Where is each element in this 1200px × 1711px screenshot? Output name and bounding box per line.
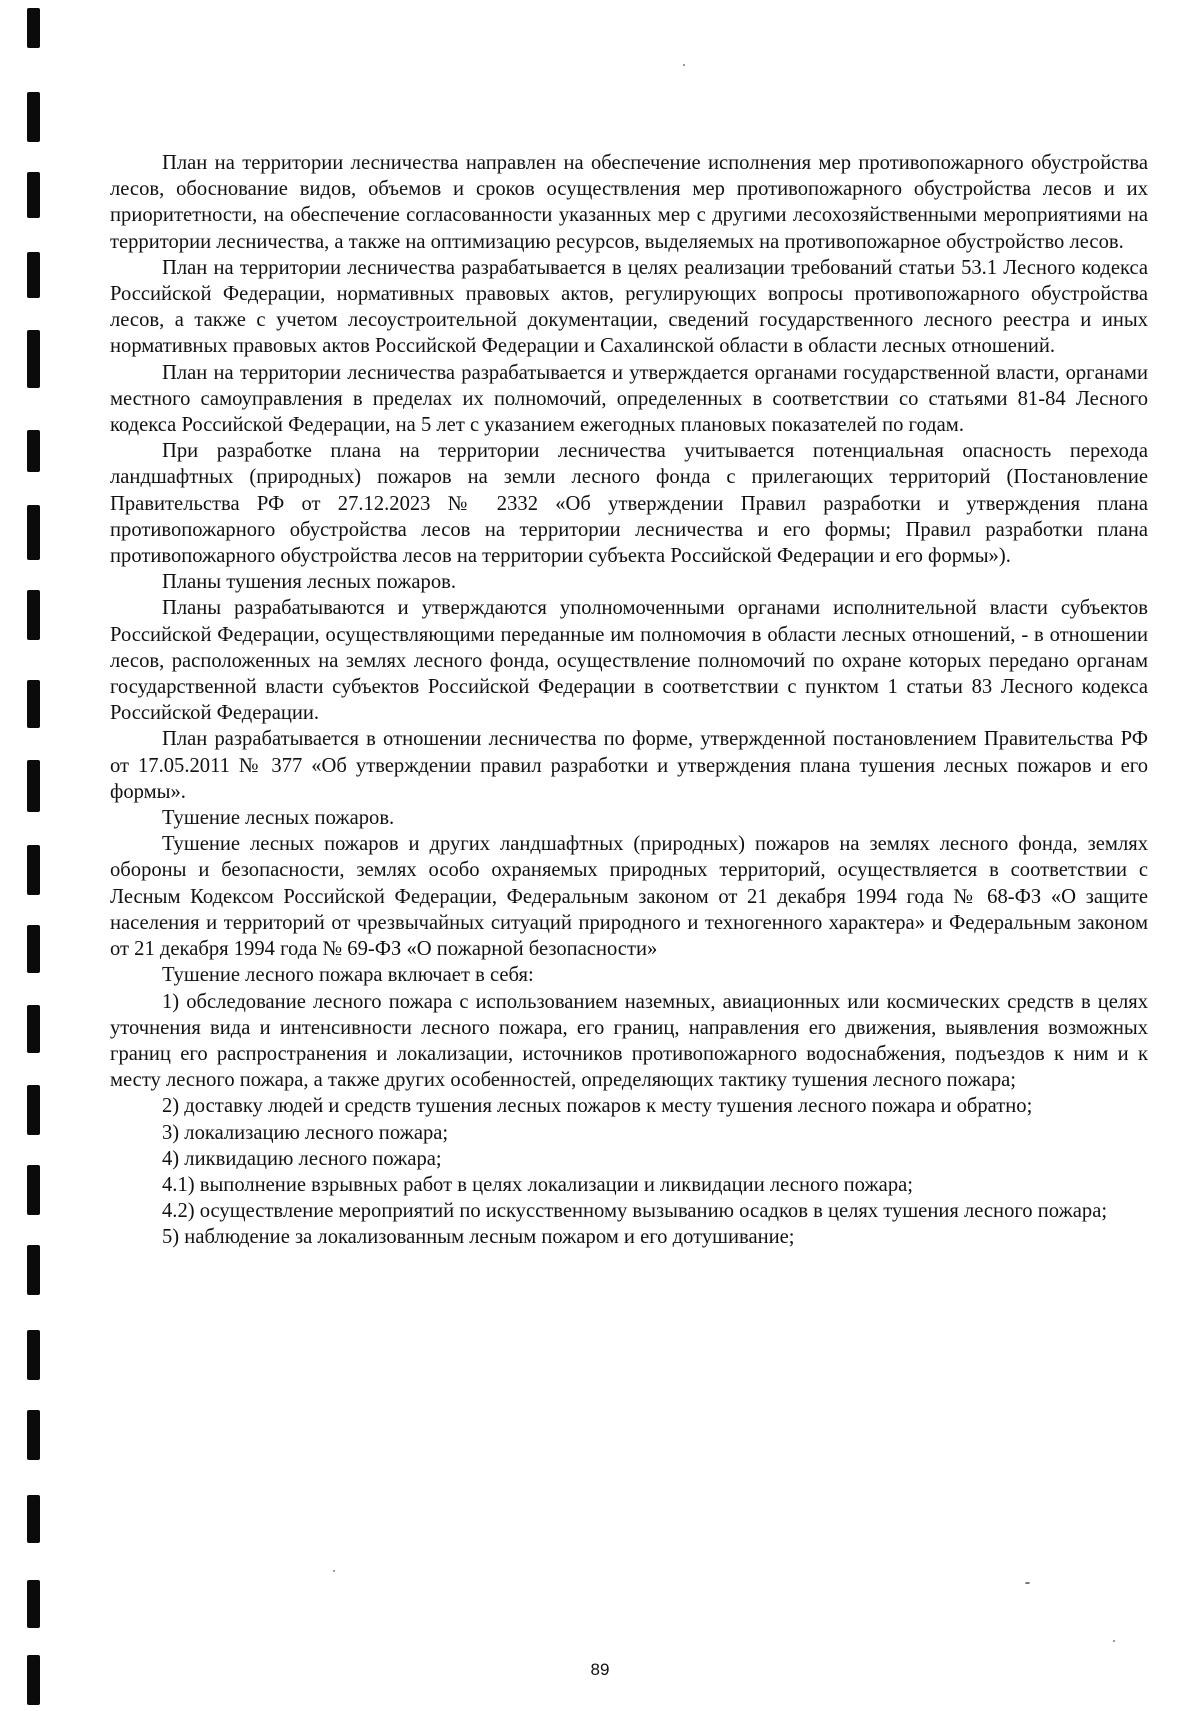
binding-hole: [27, 92, 40, 142]
paragraph: Тушение лесного пожара включает в себя:: [162, 964, 534, 987]
list-item: 4) ликвидацию лесного пожара;: [162, 1147, 442, 1170]
scan-speck: [333, 1570, 335, 1572]
binding-hole: [27, 505, 40, 560]
binding-hole: [27, 1245, 40, 1295]
section-heading: Планы тушения лесных пожаров.: [162, 571, 456, 594]
binding-hole: [27, 680, 40, 728]
paragraph: План на территории лесничества направлен на обеспечение исполнения мер противопожарного обустройства лесов, обоснование видов, объемов и сроков осуществления мер противопожарного обустройства лесов и их приоритетности, на обеспечение согласованности указанных мер с другими лесохозяйственными мероприятиями на территории лесничества, а также на оптимизацию ресурсов, выделяемых на противопожарное обустройство лесов.: [110, 152, 1148, 253]
list-item: 4.1) выполнение взрывных работ в целях локализации и ликвидации лесного пожара;: [162, 1173, 913, 1196]
binding-hole: [27, 1330, 40, 1380]
scan-speck: [683, 64, 685, 66]
document-body: [110, 150, 1148, 1251]
paragraph: План на территории лесничества разрабатывается и утверждается органами государственной власти, органами местного самоуправления в пределах их полномочий, определенных в соответствии со статьями 81-84 Лесного кодекса Российской Федерации, на 5 лет с указанием ежегодных плановых показателей по годам.: [110, 361, 1148, 437]
binding-hole: [27, 760, 40, 812]
list-item: 1) обследование лесного пожара с использованием наземных, авиационных или космических средств в целях уточнения вида и интенсивности лесного пожара, его границ, направления его движения, выявления возможных границ его распространения и локализации, источников противопожарного водоснабжения, подъездов к ним и к месту лесного пожара, а также других особенностей, определяющих тактику тушения лесного пожара;: [110, 990, 1148, 1092]
binding-hole: [27, 1085, 40, 1135]
list-item: 2) доставку людей и средств тушения лесных пожаров к месту тушения лесного пожара и обратно;: [162, 1095, 1033, 1118]
list-item: 4.2) осуществление мероприятий по искусственному вызыванию осадков в целях тушения лесного пожара;: [162, 1200, 1108, 1223]
binding-hole: [27, 1495, 40, 1543]
binding-hole: [27, 1580, 40, 1628]
binding-hole: [27, 1005, 40, 1053]
binding-hole: [27, 925, 40, 973]
binding-holes: [27, 0, 41, 1711]
paragraph: План на территории лесничества разрабатывается в целях реализации требований статьи 53.1 Лесного кодекса Российской Федерации, нормативных правовых актов, регулирующих вопросы противопожарного обустройства лесов, а также с учетом лесоустроительной документации, сведений государственного лесного реестра и иных нормативных правовых актов Российской Федерации и Сахалинской области в области лесных отношений.: [110, 256, 1148, 358]
binding-hole: [27, 590, 40, 640]
scan-speck: [1113, 1640, 1115, 1642]
binding-hole: [27, 845, 40, 895]
binding-hole: [27, 1165, 40, 1215]
binding-hole: [27, 172, 40, 218]
binding-hole: [27, 430, 40, 472]
binding-hole: [27, 8, 40, 48]
list-item: 5) наблюдение за локализованным лесным пожаром и его дотушивание;: [162, 1226, 795, 1249]
section-heading: Тушение лесных пожаров.: [162, 807, 395, 830]
binding-hole: [27, 252, 40, 298]
paragraph: При разработке плана на территории лесничества учитывается потенциальная опасность перехода ландшафтных (природных) пожаров на земли лесного фонда с прилегающих территорий (Постановление Правительства РФ от 27.12.2023 № 2332 «Об утверждении Правил разработки и утверждения плана противопожарного обустройства лесов на территории лесничества и его формы; Правил разработки плана противопожарного обустройства лесов на территории субъекта Российской Федерации и его формы»).: [110, 440, 1148, 568]
scan-speck: [1025, 1582, 1030, 1584]
binding-hole: [27, 330, 40, 388]
paragraph: Тушение лесных пожаров и других ландшафтных (природных) пожаров на землях лесного фонда, землях обороны и безопасности, землях особо охраняемых природных территорий, осуществляется в соответствии с Лесным Кодексом Российской Федерации, Федеральным законом от 21 декабря 1994 года № 68-ФЗ «О защите населения и территорий от чрезвычайных ситуаций природного и техногенного характера» и Федеральным законом от 21 декабря 1994 года № 69-ФЗ «О пожарной безопасности»: [110, 833, 1148, 961]
binding-hole: [27, 1410, 40, 1460]
list-item: 3) локализацию лесного пожара;: [162, 1121, 449, 1144]
paragraph: План разрабатывается в отношении лесничества по форме, утвержденной постановлением Правительства РФ от 17.05.2011 № 377 «Об утверждении правил разработки и утверждения плана тушения лесных пожаров и его формы».: [110, 728, 1148, 803]
paragraph: Планы разрабатываются и утверждаются уполномоченными органами исполнительной власти субъектов Российской Федерации, осуществляющими переданные им полномочия в области лесных отношений, - в отношении лесов, расположенных на землях лесного фонда, осуществление полномочий по охране которых передано органам государственной власти субъектов Российской Федерации в соответствии с пунктом 1 статьи 83 Лесного кодекса Российской Федерации.: [110, 597, 1148, 725]
page-number: 89: [590, 1660, 610, 1679]
